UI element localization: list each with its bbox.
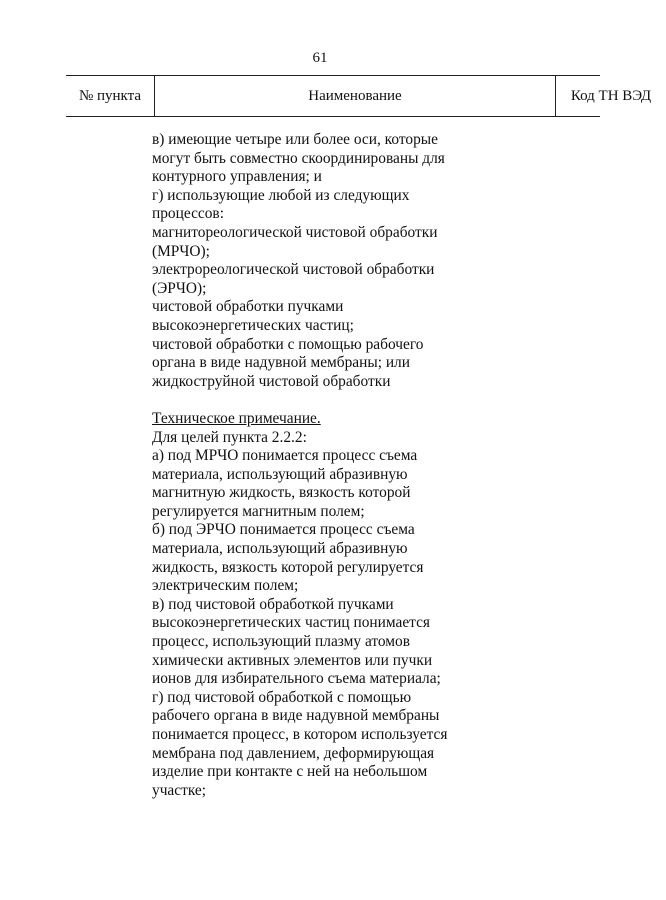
text-line: магнитореологической чистовой обработки xyxy=(152,223,438,241)
text-line: понимается процесс, в котором используется xyxy=(152,726,448,743)
text-line: органа в виде надувной мембраны; или xyxy=(152,354,410,372)
text-line: мембрана под давлением, деформирующая xyxy=(152,744,435,762)
text-line: материала, использующий абразивную xyxy=(152,540,408,558)
text-line: процессов: xyxy=(152,205,224,223)
text-line: процесс, использующий плазму атомов xyxy=(152,633,411,651)
text-line: в) имеющие четыре или более оси, которые xyxy=(152,131,438,148)
text-line: ионов для избирательного съема материала; xyxy=(152,670,441,688)
text-line: регулируется магнитным полем; xyxy=(152,502,365,520)
text-line: изделие при контакте с ней на небольшом xyxy=(152,763,428,781)
text-line: магнитную жидкость, вязкость которой xyxy=(152,484,411,502)
text-line: (ЭРЧО); xyxy=(152,279,207,297)
text-line: участке; xyxy=(152,781,207,799)
table-header xyxy=(66,75,652,117)
text-line: г) под чистовой обработкой с помощью xyxy=(152,688,412,706)
text-line: б) под ЭРЧО понимается процесс съема xyxy=(152,521,415,539)
text-line: могут быть совместно скоординированы для xyxy=(152,149,445,167)
page-number: 61 xyxy=(312,50,328,66)
note-title: Техническое примечание. xyxy=(152,409,321,427)
text-line: а) под МРЧО понимается процесс съема xyxy=(152,447,418,465)
text-line: чистовой обработки с помощью рабочего xyxy=(152,335,424,353)
text-line: жидкоструйной чистовой обработки xyxy=(152,372,391,390)
column-header-number: № пункта xyxy=(78,88,142,104)
text-line: г) использующие любой из следующих xyxy=(152,186,410,204)
text-line: высокоэнергетических частиц понимается xyxy=(152,614,431,632)
text-line: чистовой обработки пучками xyxy=(152,298,344,316)
column-header-name: Наименование xyxy=(154,76,556,116)
text-line: в) под чистовой обработкой пучками xyxy=(152,595,394,613)
text-line: контурного управления; и xyxy=(152,168,322,186)
text-line: высокоэнергетических частиц; xyxy=(152,316,354,334)
text-line: химически активных элементов или пучки xyxy=(152,651,433,669)
text-line: электрическим полем; xyxy=(152,577,299,595)
text-line: электрореологической чистовой обработки xyxy=(152,261,435,279)
text-line: Для целей пункта 2.2.2: xyxy=(152,428,307,446)
technical-note xyxy=(152,410,492,800)
item-description xyxy=(152,131,492,800)
text-line: рабочего органа в виде надувной мембраны xyxy=(152,707,440,725)
text-line: (МРЧО); xyxy=(152,242,210,260)
text-line: жидкость, вязкость которой регулируется xyxy=(152,558,424,576)
column-header-code: Код ТН ВЭД xyxy=(570,88,652,104)
text-line: материала, использующий абразивную xyxy=(152,465,408,483)
conditions-block xyxy=(152,131,492,391)
